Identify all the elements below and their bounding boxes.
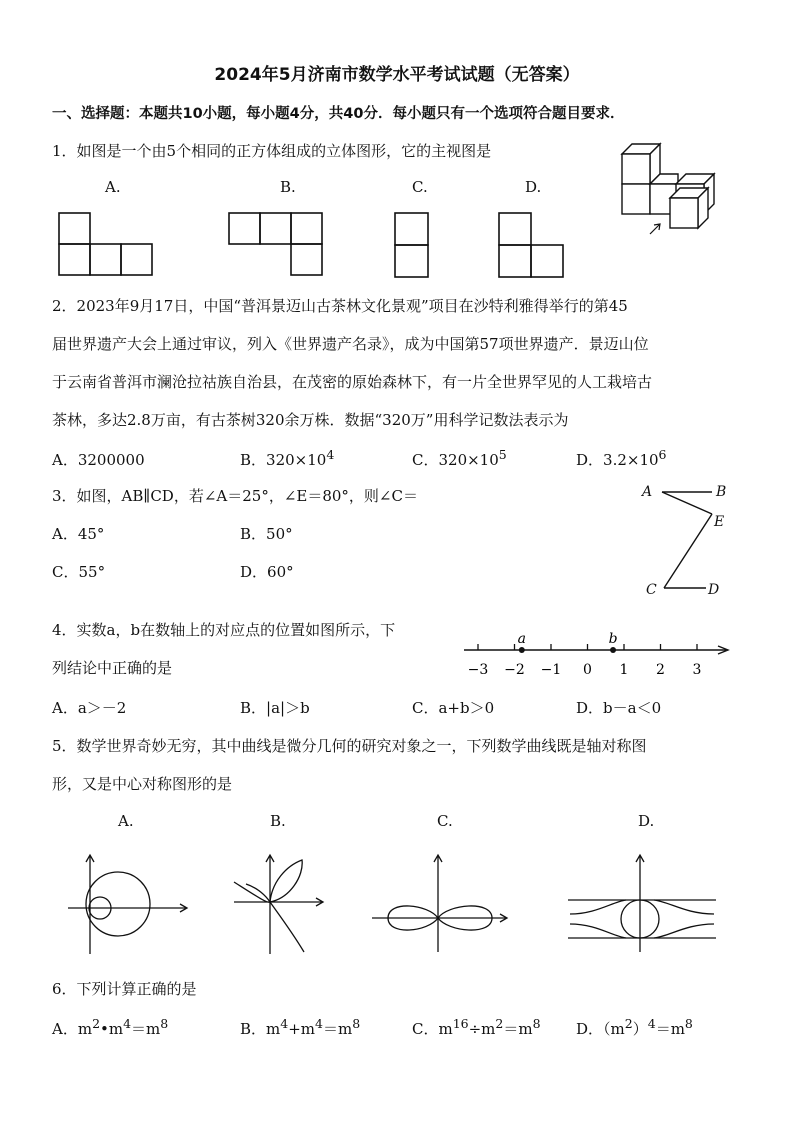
q1-stem: 1．如图是一个由5个相同的正方体组成的立体图形，它的主视图是 xyxy=(52,142,492,160)
q4-point-b-label: b xyxy=(608,631,618,647)
q3-point-c: C xyxy=(646,582,657,598)
q1-figure-d xyxy=(498,212,568,278)
q6-option-b: B．$m^4+m^4=m^8$ xyxy=(240,1016,361,1038)
q4-number-line xyxy=(458,630,738,680)
q5-curve-a xyxy=(66,852,190,956)
q4-option-c: C．a+b＞0 xyxy=(412,699,495,717)
q4-axis-tick-label: 3 xyxy=(692,662,702,678)
q3-point-a: A xyxy=(642,484,653,500)
q4-axis-tick-label: −2 xyxy=(504,662,525,678)
q4-axis-tick-label: 1 xyxy=(619,662,629,678)
q5-label-b: B. xyxy=(270,812,286,830)
page-title: 2024年5月济南市数学水平考试试题（无答案） xyxy=(214,65,580,85)
q3-figure xyxy=(640,478,740,603)
q5-label-a: A. xyxy=(118,812,134,830)
q4-stem-2: 列结论中正确的是 xyxy=(52,659,173,677)
q6-stem: 6．下列计算正确的是 xyxy=(52,980,197,998)
q5-line-1: 5．数学世界奇妙无穷，其中曲线是微分几何的研究对象之一，下列数学曲线既是轴对称图 xyxy=(52,737,647,755)
q6-option-a: A．$m^2•m^4=m^8$ xyxy=(52,1016,169,1038)
q1-label-b: B. xyxy=(280,178,296,196)
q4-axis-tick-label: −3 xyxy=(467,662,489,678)
q5-curve-b xyxy=(226,852,326,956)
q4-option-a: A．a＞－2 xyxy=(52,699,127,717)
q2-option-a: A．3200000 xyxy=(52,451,145,469)
q4-stem-1: 4．实数a，b在数轴上的对应点的位置如图所示，下 xyxy=(52,621,396,639)
q2-line-1: 2．2023年9月17日，中国“普洱景迈山古茶林文化景观”项目在沙特利雅得举行的第45 xyxy=(52,297,628,315)
q1-figure-b xyxy=(228,212,328,278)
q1-cube-solid xyxy=(618,140,738,240)
q4-axis-tick-label: 2 xyxy=(656,662,665,678)
q3-option-c: C．55° xyxy=(52,563,106,581)
section-heading: 一、选择题：本题共10小题，每小题4分，共40分．每小题只有一个选项符合题目要求． xyxy=(52,106,625,122)
q3-option-d: D．60° xyxy=(240,563,294,581)
q3-option-a: A．45° xyxy=(52,525,105,543)
q5-curve-d xyxy=(566,852,726,956)
q5-line-2: 形，又是中心对称图形的是 xyxy=(52,775,233,793)
q1-label-a: A. xyxy=(105,178,121,196)
q4-point-b xyxy=(610,647,616,653)
q2-option-c: C．$320\times 10^5$ xyxy=(412,447,507,469)
q2-line-4: 茶林，多达2.8万亩，有古茶树320余万株．数据“320万”用科学记数法表示为 xyxy=(52,411,569,429)
q4-point-a-label: a xyxy=(517,631,526,647)
q1-figure-a xyxy=(58,212,158,278)
q5-label-d: D. xyxy=(638,812,655,830)
q2-option-b: B．$320\times 10^4$ xyxy=(240,447,335,469)
q4-point-a xyxy=(519,647,525,653)
q3-option-b: B．50° xyxy=(240,525,293,543)
q6-option-d: D．$(m^2)^4=m^8$ xyxy=(576,1016,693,1038)
q4-option-b: B．|a|＞b xyxy=(240,699,310,717)
q6-option-c: C．$m^{16}\div m^2=m^8$ xyxy=(412,1016,541,1038)
q5-label-c: C. xyxy=(437,812,453,830)
q3-stem: 3．如图，AB∥CD，若∠A＝25°，∠E＝80°，则∠C＝ xyxy=(52,487,418,505)
q4-axis-tick-label: −1 xyxy=(540,662,562,678)
q3-point-e: E xyxy=(714,514,725,530)
q1-label-c: C. xyxy=(412,178,428,196)
q2-line-3: 于云南省普洱市澜沧拉祜族自治县，在茂密的原始森林下，有一片全世界罕见的人工栽培古 xyxy=(52,373,653,391)
q5-curve-c xyxy=(370,852,510,956)
q2-option-d: D．$3.2\times 10^6$ xyxy=(576,447,667,469)
q1-label-d: D. xyxy=(525,178,542,196)
q4-option-d: D．b－a＜0 xyxy=(576,699,662,717)
q2-line-2: 届世界遗产大会上通过审议，列入《世界遗产名录》，成为中国第57项世界遗产．景迈山位 xyxy=(52,335,649,353)
q3-point-d: D xyxy=(708,582,720,598)
q4-axis-tick-label: 0 xyxy=(583,662,592,678)
q3-point-b: B xyxy=(716,484,727,500)
q1-figure-c xyxy=(394,212,434,278)
